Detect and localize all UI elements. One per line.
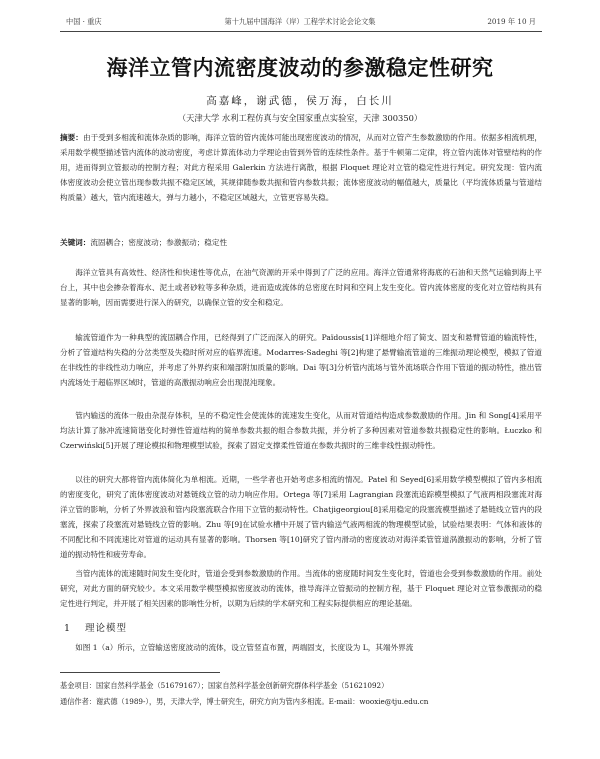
section-number: 1	[64, 623, 72, 634]
header-rule	[60, 31, 542, 32]
abstract	[60, 130, 542, 205]
body-paragraph-2: 输流管道作为一种典型的流固耦合作用，已经得到了广泛而深入的研究。Païdoussis[1]详细地介绍了简支、固支和悬臂管道的输流特性，分析了管道结构失稳的分岔类型及失稳时所对应的临界流速。Modarres-Sadeghi 等[2]构建了悬臂输流管道的三维振动理论模型，模拟了管道在非线性的非线性动力响应，并考虑了外界约束和端部附加质量的影响。Dai 等[3]分析管内流场与管外流场联合作用下管道的振动特性，推出管内流场处于超临界区域时，管道的高激振动响应会出现混沌现象。	[60, 333, 542, 387]
header-center: 第十九届中国海洋（岸）工程学术讨论会论文集	[224, 17, 376, 26]
section-heading	[64, 620, 141, 634]
body-paragraph-1: 海洋立管具有高效性、经济性和快速性等优点，在油气资源的开采中得到了广泛的应用。海洋立管通常将海底的石油和天然气运输到海上平台上，其中也会掺杂着海水、泥土或者砂粒等多种杂质，进而造成流体的总密度在时间和空间上发生变化。管内流体密度的变化对立管结构具有显著的影响，因而需要进行深入的研究，以确保立管的安全和稳定。	[60, 268, 542, 307]
footnote-rule	[60, 672, 220, 673]
paper-title: 海洋立管内流密度波动的参激稳定性研究	[106, 55, 494, 80]
body-paragraph-4: 以往的研究大都将管内流体简化为单相流。近期，一些学者也开始考虑多相流的情况。Patel 和 Seyed[6]采用数学模型模拟了管内多相流的密度变化，研究了流体密度波动对悬链线立管的动力响应作用。Ortega 等[7]采用 Lagrangian 段塞流追踪模型模拟了气液两相段塞流对海洋立管的影响，分析了外界波浪和管内段塞流联合作用下立管的振动特性。Chatjigeorgiou[8]采用稳定的段塞流模型描述了悬链线立管内的段塞流，探索了段塞流对悬链线立管的影响。Zhu 等[9]在试验水槽中开展了管内输送气液两相流的物理模型试验，试验结果表明：气体和液体的不同配比和不同流速比对管道的运动具有显著的影响。Thorsen 等[10]研究了管内滑动的密度波动对海洋柔管管道涡激振动的影响，分析了管道的振动特性和疲劳寿命。	[60, 475, 542, 559]
keywords	[60, 235, 542, 250]
abstract-label: 摘要：	[60, 133, 83, 142]
footnote-funding: 基金项目：国家自然科学基金（51679167）；国家自然科学基金创新研究群体科学基金（51621092）	[60, 681, 389, 690]
keywords-label: 关键词：	[60, 238, 91, 247]
section-title: 理论模型	[85, 623, 128, 634]
abstract-text: 由于受到多相流和流体杂质的影响，海洋立管的管内流体可能出现密度波动的情况，从而对立管产生参数激励的作用。依据多相流机理，采用数学模型描述管内流体的波动密度，考虑计算流体动力学理论由管到外管的连续性条件。基于牛顿第二定律，将立管内流体对管壁结构的作用，进而得到立管振动的控制方程；对此方程采用 Galerkin 方法进行离散，根据 Floquet 理论对立管的稳定性进行判定。研究发现：管内流体密度波动会使立管出现参数共振不稳定区域，其规律随参数共振和管内参数共振；流体密度波动的幅值越大，质量比（平均流体质量与管道结构质量）越大，管内流速越大，弹与力越小，不稳定区域越大，立管更容易失稳。	[60, 133, 543, 202]
header-right: 2019 年 10 月	[487, 17, 536, 26]
author-list: 高嘉峰，谢武德，侯万海，白长川	[206, 95, 394, 107]
keywords-text: 流固耦合；密度波动；参激振动；稳定性	[90, 238, 228, 247]
footnote-author: 通信作者：谢武德（1989-），男，天津大学，博士研究生，研究方向为管内多相流。E-mail：wooxie@tju.edu.cn	[60, 697, 429, 706]
header-left: 中国 · 重庆	[66, 17, 102, 26]
section-paragraph: 如图 1（a）所示，立管输送密度波动的流体，设立管竖直布置，两端固支，长度设为 L，其端外界流	[75, 643, 414, 652]
body-paragraph-3: 管内输送的流体一般由杂混存体积，呈的不稳定性会使流体的流速发生变化，从而对管道结构造成参数激励的作用。Jin 和 Song[4]采用平均法计算了脉冲流速简谐变化时弹性管道结构的简单参数共振的组合参数共振，并分析了多种因素对管道参数共振稳定性的影响。Łuczko 和 Czerwiński[5]开展了理论模拟和物理模型试验，探索了固定支撑柔性管道在参数共振时的三维非线性振动特性。	[60, 411, 542, 450]
body-paragraph-5: 当管内流体的流速随时间发生变化时，管道会受到参数激励的作用。当流体的密度随时间发生变化时，管道也会受到参数激励的作用。前处研究，对此方面的研究较少。本文采用数学模型模拟密度波动的流体，推导海洋立管振动的控制方程，基于 Floquet 理论对立管参激振动的稳定性进行判定，并开展了相关因素的影响性分析，以期为后续的学术研究和工程实际提供相应的理论基础。	[60, 569, 542, 608]
affiliation: （天津大学 水利工程仿真与安全国家重点实验室，天津 300350）	[177, 113, 423, 123]
